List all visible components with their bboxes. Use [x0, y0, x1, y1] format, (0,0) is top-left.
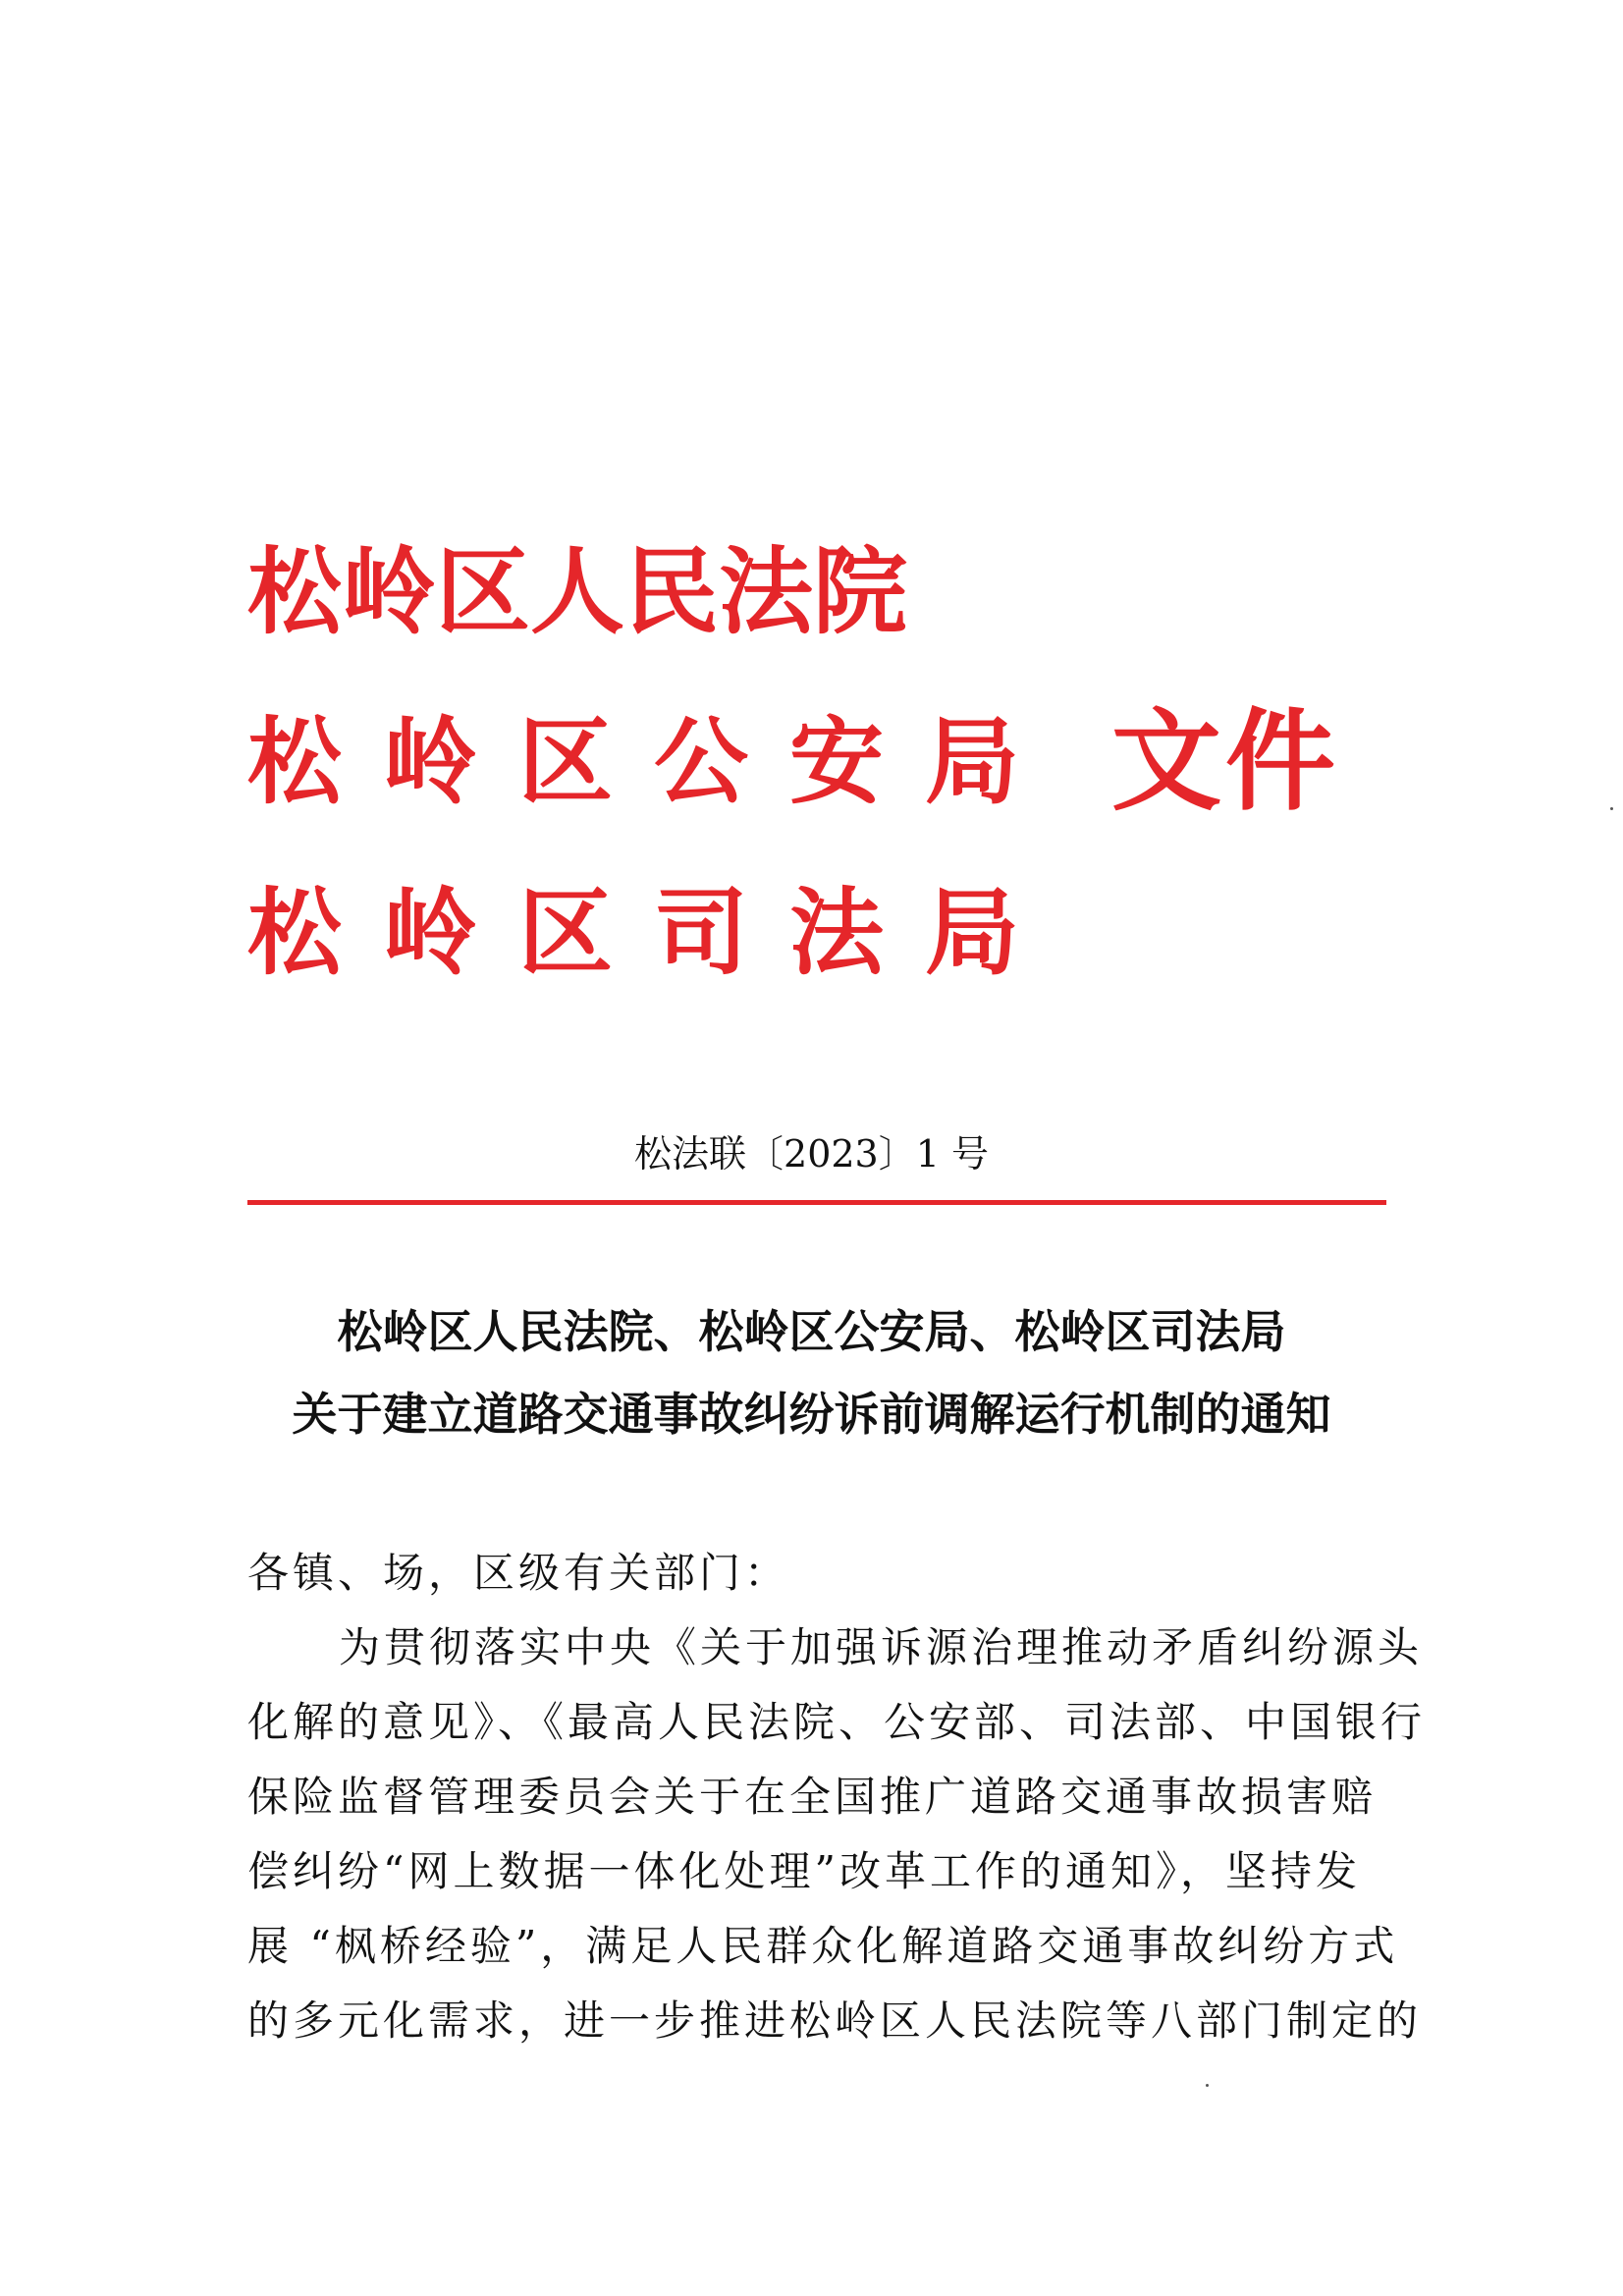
scan-speck: [1206, 2084, 1209, 2087]
issuer-court: 松岭区人民法院: [247, 536, 907, 647]
document-title-line-1: 松岭区人民法院、松岭区公安局、松岭区司法局: [337, 1305, 1286, 1358]
body-line-6: 的多元化需求，进一步推进松岭区人民法院等八部门制定的: [247, 1996, 1423, 2045]
scan-speck: [1610, 807, 1613, 810]
issuer-justice-bureau: 松岭区司法局: [247, 877, 1060, 988]
body-line-2: 化解的意见》、《最高人民法院、公安部、司法部、中国银行: [247, 1698, 1427, 1746]
issuer-document-suffix: 文件: [1111, 697, 1339, 826]
body-line-4: 偿纠纷“网上数据一体化处理”改革工作的通知》，坚持发: [247, 1847, 1361, 1895]
body-line-5: 展 “枫桥经验”，满足人民群众化解道路交通事故纠纷方式: [247, 1922, 1399, 1970]
issuer-public-security: 松岭区公安局: [247, 706, 1060, 817]
body-line-3: 保险监督管理委员会关于在全国推广道路交通事故损害赔: [247, 1773, 1378, 1821]
red-separator-rule: [247, 1200, 1386, 1205]
body-line-1: 为贯彻落实中央《关于加强诉源治理推动矛盾纠纷源头: [339, 1623, 1424, 1671]
document-title-line-2: 关于建立道路交通事故纠纷诉前调解运行机制的通知: [292, 1388, 1331, 1441]
document-number: 松法联〔2023〕1 号: [634, 1132, 989, 1175]
salutation: 各镇、场，区级有关部门：: [247, 1549, 790, 1597]
